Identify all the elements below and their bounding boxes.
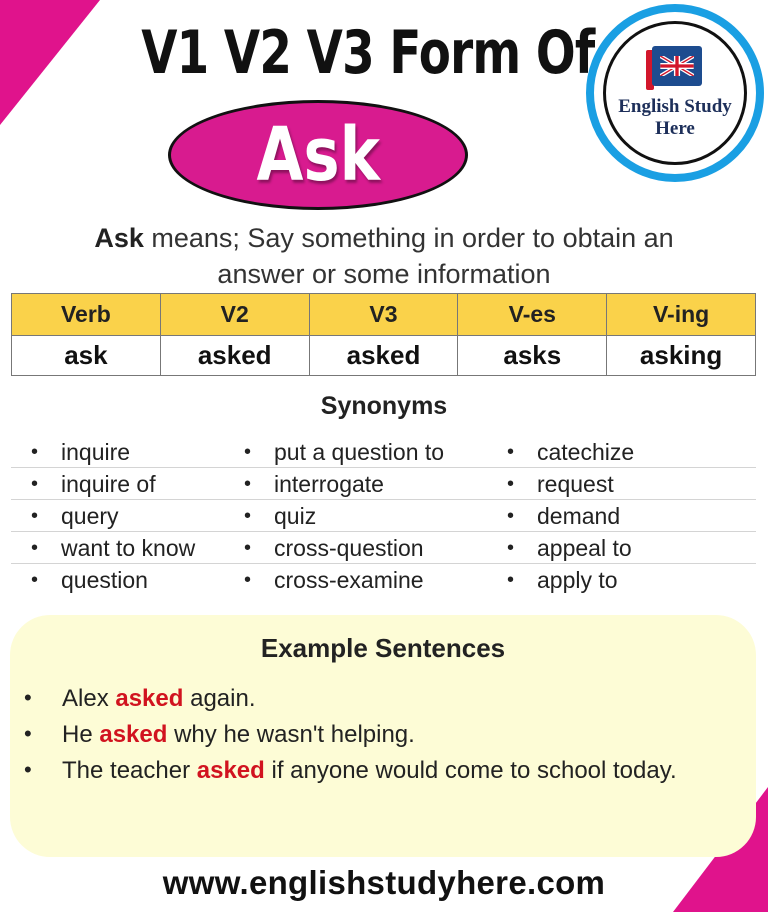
meaning-line1: means; Say something in order to obtain an xyxy=(143,223,674,253)
verb-word: Ask xyxy=(256,112,380,198)
site-logo xyxy=(586,4,764,182)
verb-forms-header-row xyxy=(12,294,756,336)
highlighted-verb: asked xyxy=(99,721,168,748)
header-v3: V3 xyxy=(309,294,458,336)
highlighted-verb: asked xyxy=(196,757,265,784)
meaning-line2: answer or some information xyxy=(217,259,551,289)
pink-corner-top-left xyxy=(0,0,100,125)
meaning-text xyxy=(40,220,728,292)
value-v2: asked xyxy=(160,336,309,376)
highlighted-verb: asked xyxy=(115,685,184,712)
synonyms-list xyxy=(11,436,756,596)
logo-inner-ring xyxy=(603,21,747,165)
page-title: V1 V2 V3 Form Of xyxy=(141,18,595,88)
example-sentences-box: Example Sentences • Alex asked again. • He asked why he wasn't helping. • The teacher asked if anyone would come to school today. xyxy=(10,615,756,857)
header-verb: Verb xyxy=(12,294,161,336)
value-v3: asked xyxy=(309,336,458,376)
verb-oval-badge xyxy=(168,100,468,210)
website-url: www.englishstudyhere.com xyxy=(162,864,606,901)
value-v-es: asks xyxy=(458,336,607,376)
synonym-row: • inquire of • interrogate • request xyxy=(11,468,756,500)
value-v-ing: asking xyxy=(607,336,756,376)
synonyms-title: Synonyms xyxy=(320,392,448,420)
meaning-word: Ask xyxy=(94,223,144,253)
header-v-ing: V-ing xyxy=(607,294,756,336)
synonym-row: • inquire • put a question to • catechize xyxy=(11,436,756,468)
verb-forms-table xyxy=(11,293,756,376)
synonym-row: • want to know • cross-question • appeal to xyxy=(11,532,756,564)
logo-text xyxy=(618,96,732,140)
verb-forms-value-row xyxy=(12,336,756,376)
header-v-es: V-es xyxy=(458,294,607,336)
value-verb: ask xyxy=(12,336,161,376)
header-v2: V2 xyxy=(160,294,309,336)
synonym-row: • question • cross-examine • apply to xyxy=(31,567,618,593)
logo-text-line1: English Study xyxy=(618,96,732,117)
example-sentences-title: Example Sentences xyxy=(260,633,506,663)
synonym-row: • query • quiz • demand xyxy=(11,500,756,532)
book-with-uk-flag-icon xyxy=(646,46,704,90)
logo-text-line2: Here xyxy=(655,118,695,139)
